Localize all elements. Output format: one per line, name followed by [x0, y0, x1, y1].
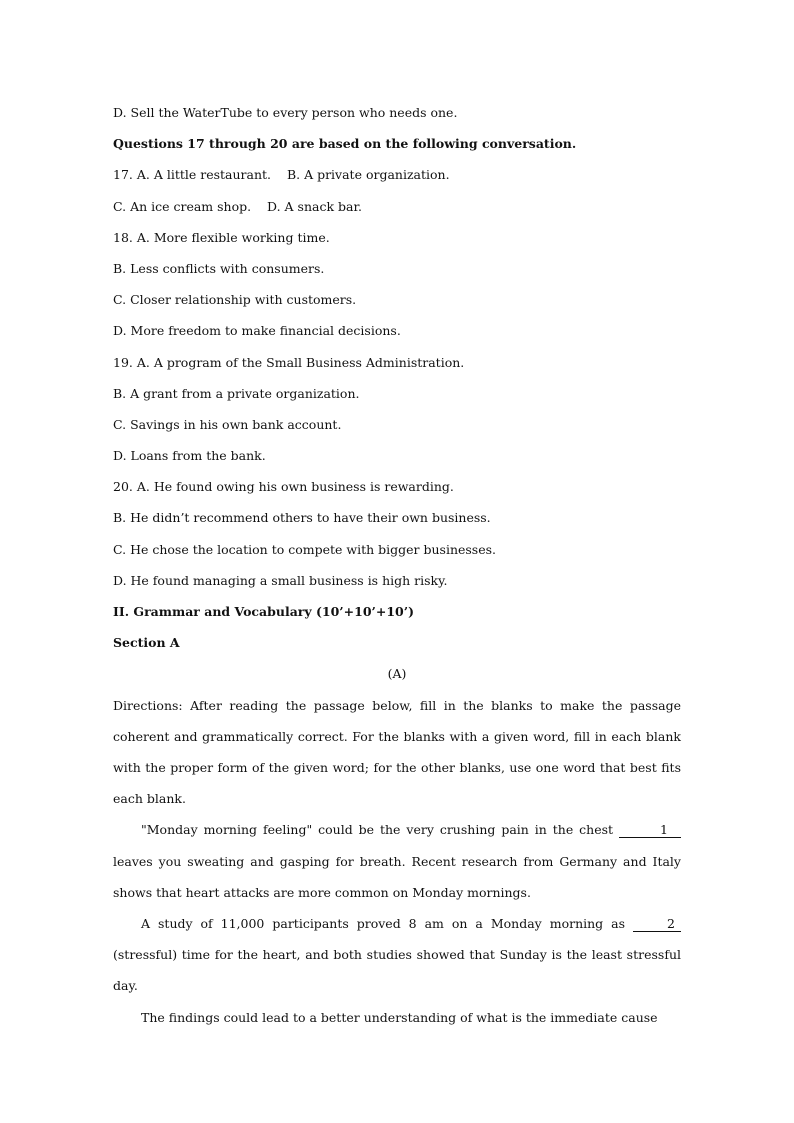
q17-option-d: D. A snack bar.	[267, 198, 363, 214]
blank-2: 2	[633, 917, 681, 932]
q20-option-b: B. He didn’t recommend others to have their own business.	[113, 510, 491, 526]
q18-option-d: D. More freedom to make financial decisions.	[113, 323, 401, 339]
q19-option-a: 19. A. A program of the Small Business Administration.	[113, 354, 465, 370]
part-two-heading: II. Grammar and Vocabulary (10’+10’+10’)	[113, 604, 415, 619]
q18-option-b: B. Less conflicts with consumers.	[113, 260, 325, 276]
q17-options-ab	[113, 159, 681, 190]
passage-p1-text: "Monday morning feeling" could be the very crushing pain in the chest	[141, 822, 614, 838]
q17-options-cd	[113, 191, 681, 222]
q17-option-c: C. An ice cream shop.	[113, 198, 252, 214]
q18-option-c: C. Closer relationship with customers.	[113, 292, 357, 308]
directions-paragraph: Directions: After reading the passage below, fill in the blanks to make the passage coherent and grammatically correct. For the blanks with a given word, fill in each blank with the proper form of the given word; for the other blanks, use one word that best fits each blank.	[113, 697, 681, 807]
passage-paragraph-3: The findings could lead to a better understanding of what is the immediate cause	[141, 1009, 658, 1025]
passage-paragraph-2	[113, 908, 681, 1002]
blank-1: 1	[619, 823, 681, 838]
q20-option-a: 20. A. He found owing his own business is rewarding.	[113, 479, 454, 495]
conversation-heading: Questions 17 through 20 are based on the following conversation.	[113, 136, 577, 152]
passage-p2-continued: (stressful) time for the heart, and both studies showed that Sunday is the least stressful day.	[113, 947, 681, 994]
passage-label: (A)	[387, 666, 407, 682]
q20-option-d: D. He found managing a small business is high risky.	[113, 572, 448, 588]
q19-option-b: B. A grant from a private organization.	[113, 385, 360, 401]
q19-option-d: D. Loans from the bank.	[113, 448, 266, 464]
section-a-heading: Section A	[113, 635, 180, 651]
q16-option-d: D. Sell the WaterTube to every person who needs one.	[113, 105, 458, 120]
q19-option-c: C. Savings in his own bank account.	[113, 416, 342, 432]
passage-p1-continued: leaves you sweating and gasping for breath. Recent research from Germany and Italy shows that heart attacks are more common on Monday mornings.	[113, 853, 681, 900]
q18-option-a: 18. A. More flexible working time.	[113, 229, 330, 245]
q17-option-b: B. A private organization.	[286, 167, 450, 183]
q17-option-a: 17. A. A little restaurant.	[113, 167, 272, 183]
document-page	[113, 97, 681, 1033]
passage-paragraph-1	[113, 814, 681, 908]
passage-p2-text: A study of 11,000 participants proved 8 am on a Monday morning as	[141, 915, 626, 931]
q20-option-c: C. He chose the location to compete with bigger businesses.	[113, 541, 497, 557]
